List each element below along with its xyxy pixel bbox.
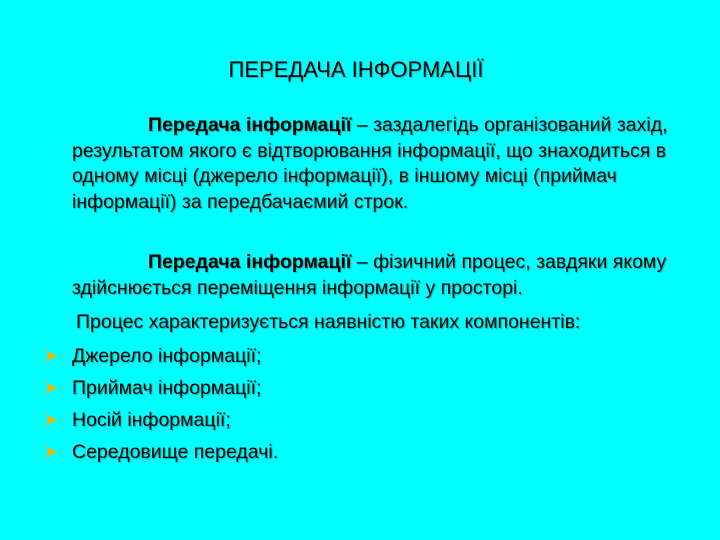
list-item <box>44 436 278 468</box>
slide-title: ПЕРЕДАЧА ІНФОРМАЦІЇ <box>228 57 484 82</box>
definition-paragraph-2 <box>72 250 682 301</box>
arrowhead-bullet-icon <box>44 381 72 395</box>
list-item-label: Джерело інформації; <box>72 345 262 367</box>
definition-text-2: – фізичний процес, завдяки якому здійснюється переміщення інформації у просторі. <box>72 251 667 299</box>
components-list <box>44 340 278 468</box>
arrowhead-bullet-icon <box>44 445 72 459</box>
definition-paragraph-1 <box>72 113 682 215</box>
list-item <box>44 340 278 372</box>
arrowhead-bullet-icon <box>44 413 72 427</box>
definition-text-1: – заздалегідь організований захід, результатом якого є відтворювання інформації, що знаходиться в одному місці (джерело інформації), в іншому місці (приймач інформації) за передбачаємий строк. <box>72 114 668 213</box>
components-intro: Процес характеризується наявністю таких компонентів: <box>76 311 581 333</box>
list-item-label: Середовище передачі. <box>72 441 279 463</box>
arrowhead-bullet-icon <box>44 349 72 363</box>
list-item <box>44 404 278 436</box>
definition-term-2: Передача інформації <box>148 251 352 273</box>
list-item-label: Носій інформації; <box>72 409 231 431</box>
list-item <box>44 372 278 404</box>
definition-term-1: Передача інформації <box>148 114 352 136</box>
list-item-label: Приймач інформації; <box>72 377 262 399</box>
